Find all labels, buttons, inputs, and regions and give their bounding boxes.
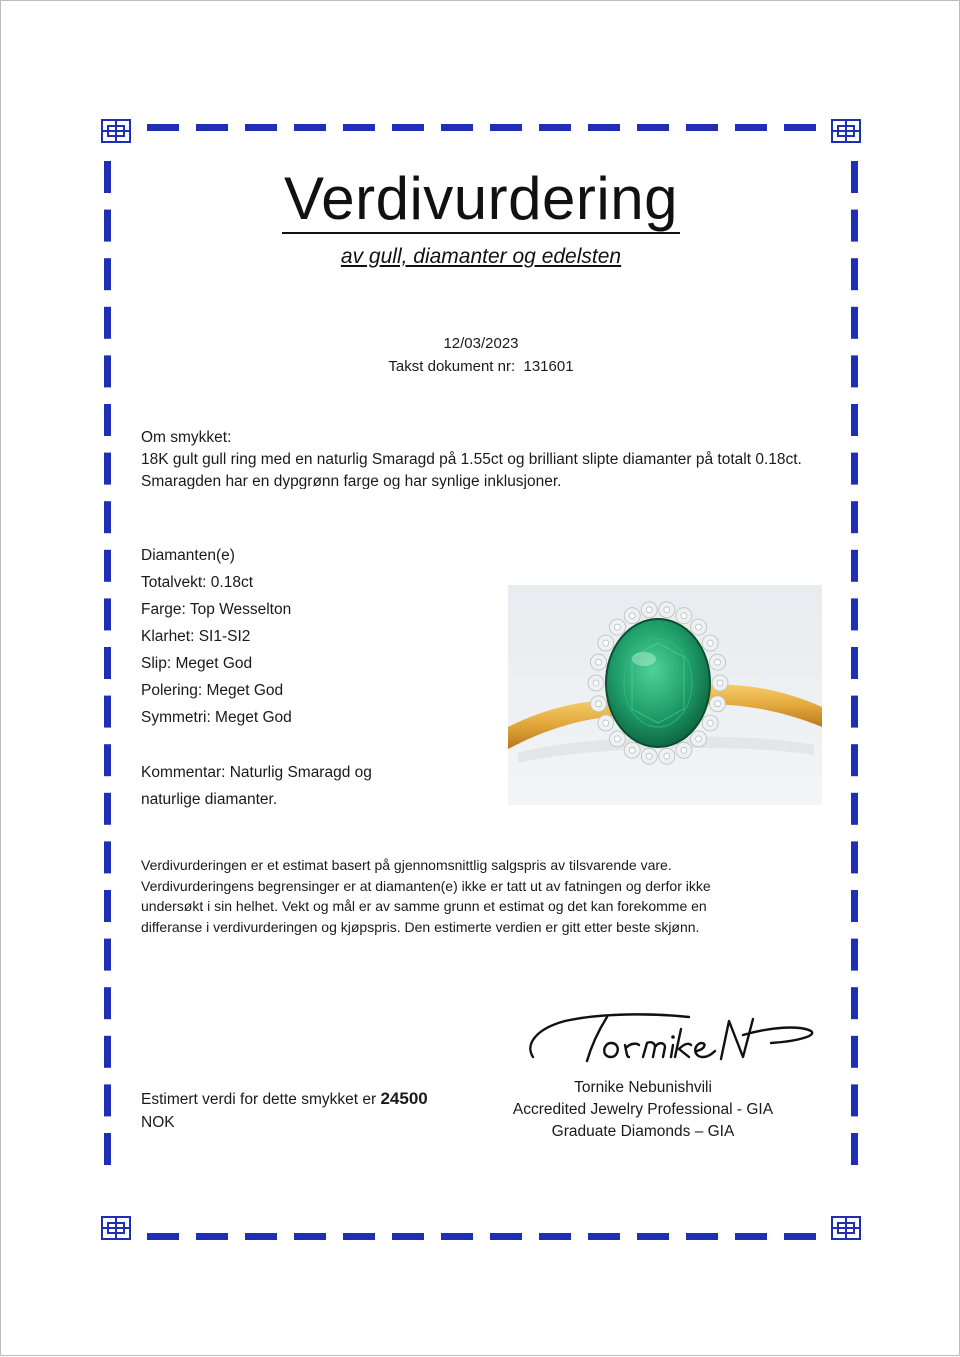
document-number-label: Takst dokument nr: bbox=[388, 358, 516, 375]
diamond-spec-symmetry: Symmetri: Meget God bbox=[141, 709, 292, 726]
halo-diamond-sparkle bbox=[614, 736, 620, 742]
document-number-line bbox=[1, 358, 960, 375]
appraiser-name: Tornike Nebunishvili bbox=[574, 1079, 712, 1096]
estimated-value-currency: NOK bbox=[141, 1114, 175, 1131]
halo-diamond-sparkle bbox=[614, 624, 620, 630]
halo-diamond-sparkle bbox=[629, 613, 635, 619]
about-description: 18K gult gull ring med en naturlig Smaragd på 1.55ct og brilliant slipte diamanter på totalt 0.18ct. Smaragden har en dypgrønn farge og har synlige inklusjoner. bbox=[141, 451, 802, 489]
document-date: 12/03/2023 bbox=[443, 335, 519, 352]
emerald-ring-illustration bbox=[508, 585, 822, 805]
halo-diamond-sparkle bbox=[646, 607, 652, 613]
halo-diamond-sparkle bbox=[603, 720, 609, 726]
diamond-spec-color: Farge: Top Wesselton bbox=[141, 601, 292, 618]
halo-diamond-sparkle bbox=[603, 640, 609, 646]
corner-ornament-bottom-left bbox=[102, 1217, 130, 1239]
comment-line-2: naturlige diamanter. bbox=[141, 791, 278, 808]
halo-diamond-sparkle bbox=[715, 701, 721, 707]
halo-diamond-sparkle bbox=[715, 659, 721, 665]
diamond-spec-weight: Totalvekt: 0.18ct bbox=[141, 574, 254, 591]
appraiser-title-1: Accredited Jewelry Professional - GIA bbox=[512, 1101, 774, 1118]
ring-photo bbox=[508, 585, 822, 805]
diamond-spec-polish: Polering: Meget God bbox=[141, 682, 284, 699]
disclaimer-line: Verdivurderingen er et estimat basert på gjennomsnittlig salgspris av tilsvarende vare. bbox=[141, 857, 672, 873]
document-title-text: Verdivurdering bbox=[284, 165, 678, 232]
disclaimer-text bbox=[141, 855, 831, 937]
appraiser-signature bbox=[521, 1005, 821, 1069]
halo-diamond-sparkle bbox=[696, 736, 702, 742]
halo-diamond-sparkle bbox=[681, 747, 687, 753]
halo-diamond-sparkle bbox=[707, 640, 713, 646]
estimated-value bbox=[141, 1087, 481, 1134]
disclaimer-line: undersøkt i sin helhet. Vekt og mål er av samme grunn et estimat og det kan forekomme en bbox=[141, 898, 707, 914]
document-subtitle bbox=[1, 245, 960, 269]
disclaimer-line: Verdivurderingens begrensinger er at diamanten(e) ikke er tatt ut av fatningen og derfor ikke bbox=[141, 877, 711, 894]
halo-diamond-sparkle bbox=[596, 659, 602, 665]
halo-diamond-sparkle bbox=[593, 680, 599, 686]
document-title bbox=[1, 161, 960, 237]
halo-diamond-sparkle bbox=[596, 701, 602, 707]
about-heading: Om smykket: bbox=[141, 429, 232, 446]
corner-ornament-top-left bbox=[102, 120, 130, 142]
diamonds-heading: Diamanten(e) bbox=[141, 547, 235, 564]
estimated-value-amount: 24500 bbox=[380, 1089, 428, 1108]
halo-diamond-sparkle bbox=[629, 747, 635, 753]
halo-diamond-sparkle bbox=[646, 753, 652, 759]
halo-diamond-sparkle bbox=[664, 753, 670, 759]
halo-diamond-sparkle bbox=[707, 720, 713, 726]
diamond-spec-clarity: Klarhet: SI1-SI2 bbox=[141, 628, 251, 645]
diamond-spec-cut: Slip: Meget God bbox=[141, 655, 253, 672]
corner-ornament-top-right bbox=[832, 120, 860, 142]
comment-line-1: Kommentar: Naturlig Smaragd og bbox=[141, 764, 372, 781]
halo-diamond-sparkle bbox=[696, 624, 702, 630]
document-number-value: 131601 bbox=[523, 358, 574, 375]
halo-diamond-sparkle bbox=[717, 680, 723, 686]
document-subtitle-text: av gull, diamanter og edelsten bbox=[340, 245, 622, 268]
appraiser-title-2: Graduate Diamonds – GIA bbox=[551, 1123, 735, 1140]
corner-ornament-bottom-right bbox=[832, 1217, 860, 1239]
estimated-value-prefix: Estimert verdi for dette smykket er bbox=[141, 1091, 377, 1108]
halo-diamond-sparkle bbox=[664, 607, 670, 613]
disclaimer-line: differanse i verdivurderingen og kjøpspris. Den estimerte verdien er gitt etter beste skjønn. bbox=[141, 918, 700, 935]
halo-diamond-sparkle bbox=[681, 613, 687, 619]
